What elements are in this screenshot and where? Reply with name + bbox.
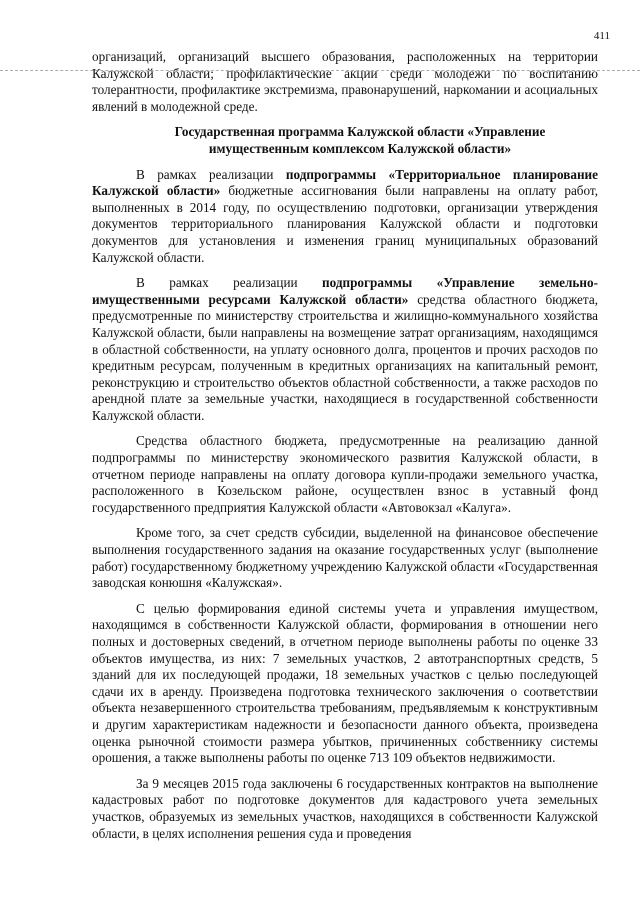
subprogram-name: подпрограммы «Территориальное планирование Калужской области» (92, 166, 598, 199)
section-heading-line-2: имущественным комплексом Калужской области» (208, 140, 512, 156)
intro-paragraph: организаций, организаций высшего образования, расположенных на территории Калужской области; профилактические акции среди молодежи по воспитанию толерантности, профилактике экстремизма, правонарушений, наркомании и асоциальных явлений в молодежной среде. (92, 49, 598, 114)
paragraph-subsidy: Кроме того, за счет средств субсидии, выделенной на финансовое обеспечение выполнения государственного задания на оказание государственных услуг (выполнение работ) государственному бюджетному учреждению Калужской области «Государственная заводская конюшня «Калужская». (92, 525, 598, 591)
paragraph-rest: средства областного бюджета, предусмотренные по министерству строительства и жилищно-коммунального хозяйства Калужской области, были направлены на возмещение затрат организациям, находящимся в областной собственности, на уплату основного долга, процентов и прочих расходов по кредитным ресурсам, полученным в кредитных организациях на капитальный ремонт, реконструкцию и строительство объектов областной собственности, а также расходов по арендной плате за земельные участки, находящиеся в государственной собственности Калужской области. (92, 291, 598, 423)
paragraph-cadastral-contracts: За 9 месяцев 2015 года заключены 6 государственных контрактов на выполнение кадастровых работ по подготовке документов для кадастрового учета земельных участков, образуемых из земельных участков, находящихся в собственности Калужской области, в целях исполнения решения суда и проведения (92, 775, 598, 841)
paragraph-property-accounting: С целью формирования единой системы учета и управления имуществом, находящимся в собственности Калужской области, формирования в отношении него полных и достоверных сведений, в отчетном периоде выполнены работы по оценке 33 объектов имущества, из них: 7 земельных участков, 2 автотранспортных средств, 5 зданий для их последующей продажи, 18 земельных участков с целью последующей сдачи их в аренду. Произведена подготовка технического заключения о соответствии объекта незавершенного строительства требованиям, предъявляемым к конструктивным и другим характеристикам надежности и безопасности данного объекта, произведена оценка рыночной стоимости размера убытков, причиненных собственнику системы орошения, а также выполнены работы по оценке 713 109 объектов недвижимости. (92, 600, 598, 766)
section-heading (92, 124, 598, 157)
paragraph-economic-development: Средства областного бюджета, предусмотренные на реализацию данной подпрограммы по министерству экономического развития Калужской области, в отчетном периоде направлены на оплату договора купли-продажи земельного участка, расположенного в Козельском районе, осуществлен взнос в уставный фонд государственного предприятия Калужской области «Автовокзал «Калуга». (92, 433, 598, 515)
paragraph-lead: В рамках реализации (136, 166, 286, 182)
section-heading-line-1: Государственная программа Калужской области «Управление (174, 124, 546, 140)
paragraph-land-property (92, 275, 598, 424)
document-body (92, 49, 598, 842)
paragraph-territorial-planning (92, 167, 598, 267)
paragraph-lead: В рамках реализации (136, 275, 323, 291)
subprogram-name: подпрограммы «Управление земельно-имущественными ресурсами Калужской области» (92, 275, 598, 307)
paragraph-rest: бюджетные ассигнования были направлены на оплату работ, выполненных в 2014 году, по осуществлению подготовки, организации утверждения документов территориального планирования Калужской области и подготовки документов для установления и изменения границ муниципальных образований Калужской области. (92, 183, 598, 265)
page-number: 411 (593, 30, 610, 42)
